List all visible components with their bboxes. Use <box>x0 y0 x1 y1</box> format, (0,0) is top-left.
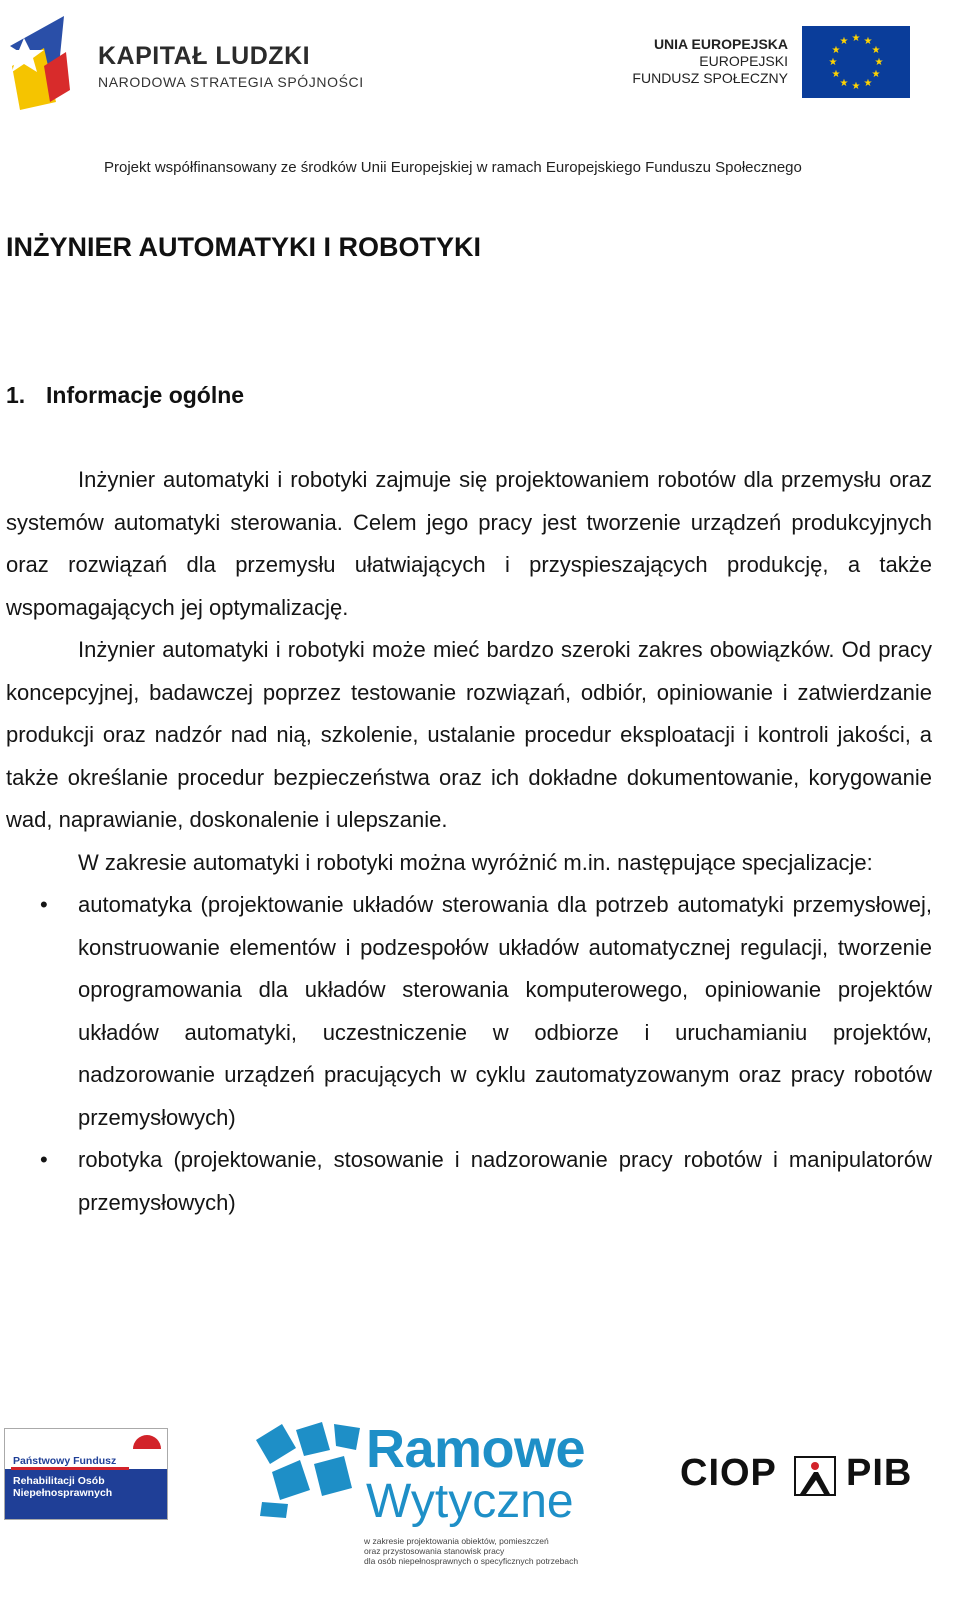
cofinancing-note: Projekt współfinansowany ze środków Unii Europejskiej w ramach Europejskiego Funduszu Społecznego <box>104 159 802 176</box>
list-item <box>6 884 932 1139</box>
pfron-emblem-icon <box>131 1433 163 1465</box>
ramowe-wytyczne-graphic-icon <box>252 1420 364 1520</box>
eu-line-3: FUNDUSZ SPOŁECZNY <box>632 70 788 86</box>
ciop-person-icon <box>794 1456 836 1496</box>
paragraph: Inżynier automatyki i robotyki może mieć bardzo szeroki zakres obowiązków. Od pracy koncepcyjnej, badawczej poprzez testowanie rozwiązań, odbiór, opiniowanie i zatwierdzanie produkcji oraz nadzór nad nią, szkolenie, ustalanie procedur eksploatacji i kontroli jakości, a także określanie procedur bezpieczeństwa oraz ich dokładne dokumentowanie, korygowanie wad, naprawianie, doskonalenie i ulepszanie. <box>6 637 932 832</box>
svg-text:★: ★ <box>831 45 841 56</box>
pfron-logo <box>4 1428 168 1520</box>
kapital-ludzki-title: KAPITAŁ LUDZKI <box>98 42 311 70</box>
ramowe-subtitle <box>364 1536 578 1566</box>
bullet-icon: • <box>40 892 48 917</box>
document-body <box>6 459 932 1224</box>
kapital-ludzki-subtitle: NARODOWA STRATEGIA SPÓJNOŚCI <box>98 74 364 90</box>
pfron-lines-2-3 <box>13 1475 112 1499</box>
paragraph: W zakresie automatyki i robotyki można wyróżnić m.in. następujące specjalizacje: <box>78 849 873 875</box>
svg-text:★: ★ <box>851 33 861 44</box>
svg-text:★: ★ <box>851 81 861 92</box>
ramowe-title: Ramowe <box>366 1419 586 1479</box>
eu-line-1: UNIA EUROPEJSKA <box>653 36 788 52</box>
document-title: INŻYNIER AUTOMATYKI I ROBOTYKI <box>6 232 482 262</box>
section-number: 1. <box>6 382 26 408</box>
ciop-text: CIOP <box>680 1452 777 1494</box>
pfron-line-3: Niepełnosprawnych <box>13 1487 113 1499</box>
header <box>0 0 960 190</box>
eu-line-2: EUROPEJSKI <box>699 53 788 69</box>
ramowe-subtitle-line-3: dla osób niepełnosprawnych o specyficznych potrzebach <box>364 1556 579 1566</box>
svg-text:★: ★ <box>871 45 881 56</box>
bullet-icon: • <box>40 1147 48 1172</box>
eu-text-block <box>632 36 788 87</box>
svg-text:★: ★ <box>831 69 841 80</box>
pfron-line-1: Państwowy Fundusz <box>13 1455 117 1467</box>
section-heading <box>6 382 244 409</box>
section-title: Informacje ogólne <box>46 382 245 408</box>
pfron-line-2: Rehabilitacji Osób <box>13 1475 105 1487</box>
kapital-ludzki-logo-icon <box>4 6 74 116</box>
paragraph: Inżynier automatyki i robotyki zajmuje się projektowaniem robotów dla przemysłu oraz systemów automatyki sterowania. Celem jego pracy jest tworzenie urządzeń produkcyjnych oraz rozwiązań dla przemysłu ułatwiających i przyspieszających produkcję, a także wspomagających jej optymalizację. <box>6 467 932 620</box>
list-item-text: robotyka (projektowanie, stosowanie i nadzorowanie pracy robotów i manipulatorów przemysłowych) <box>78 1147 932 1215</box>
svg-text:★: ★ <box>863 78 873 89</box>
ramowe-subtitle-line-2: oraz przystosowania stanowisk pracy <box>364 1546 505 1556</box>
svg-text:★: ★ <box>874 57 884 68</box>
svg-text:★: ★ <box>863 36 873 47</box>
svg-text:★: ★ <box>839 78 849 89</box>
pib-text: PIB <box>846 1452 913 1494</box>
wytyczne-title: Wytyczne <box>366 1475 574 1528</box>
svg-text:★: ★ <box>871 69 881 80</box>
ramowe-subtitle-line-1: w zakresie projektowania obiektów, pomieszczeń <box>364 1536 549 1546</box>
svg-text:★: ★ <box>828 57 838 68</box>
eu-flag-icon <box>802 26 910 98</box>
list-item <box>6 1139 932 1224</box>
list-item-text: automatyka (projektowanie układów sterowania dla potrzeb automatyki przemysłowej, konstruowanie elementów i podzespołów układów automatycznej regulacji, tworzenie oprogramowania dla układów sterowania komputerowego, opiniowanie projektów układów automatyki, uczestniczenie w odbiorze i uruchamianiu projektów, nadzorowanie urządzeń pracujących w cyklu zautomatyzowanym oraz pracy robotów przemysłowych) <box>78 892 932 1130</box>
pfron-red-line <box>11 1467 129 1470</box>
svg-text:★: ★ <box>839 36 849 47</box>
specialization-list <box>6 884 932 1224</box>
